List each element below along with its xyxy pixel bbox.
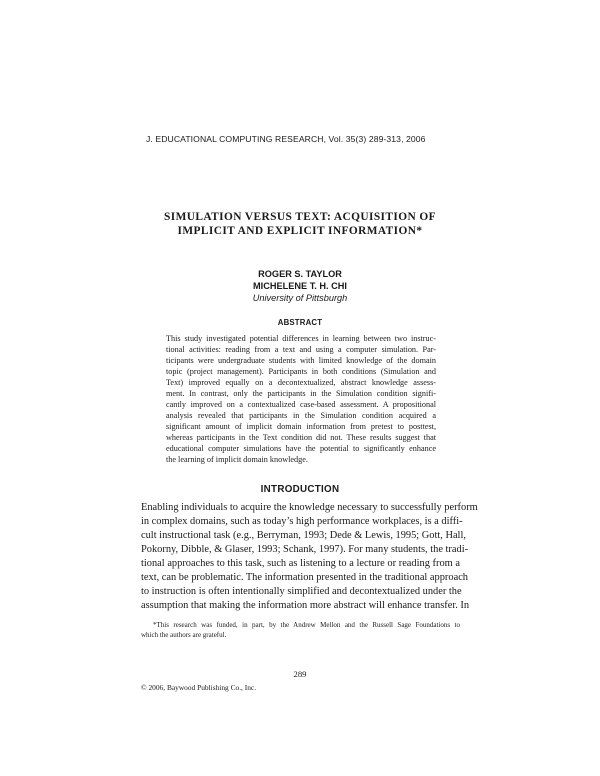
footnote-line: *This research was funded, in part, by the Andrew Mellon and the Russell Sage Foundations to [153, 621, 460, 629]
footnote-line: which the authors are grateful. [141, 631, 227, 639]
body-line: to instruction is often intentionally simplified and decontextualized under the [141, 586, 462, 597]
abstract-line: analysis revealed that participants in the Simulation condition acquired a [166, 411, 436, 420]
body-line: Enabling individuals to acquire the knowledge necessary to successfully perform [141, 502, 478, 513]
page-number: 289 [293, 669, 307, 679]
abstract-line: the learning of implicit domain knowledge. [166, 455, 308, 464]
body-line: in complex domains, such as today’s high performance workplaces, is a diffi- [141, 516, 463, 527]
body-line: tional approaches to this task, such as listening to a lecture or reading from a [141, 558, 460, 569]
abstract-line: tional activities: reading from a text and using a computer simulation. Par- [166, 345, 436, 354]
paper-title-line-1: SIMULATION VERSUS TEXT: ACQUISITION OF [164, 211, 436, 223]
abstract-line: whereas participants in the Text condition did not. These results suggest that [166, 433, 436, 442]
abstract-line: significant amount of implicit domain information from pretest to posttest, [166, 422, 436, 431]
author-name: MICHELENE T. H. CHI [253, 281, 347, 291]
paper-title-line-2: IMPLICIT AND EXPLICIT INFORMATION* [177, 225, 423, 237]
journal-citation: J. EDUCATIONAL COMPUTING RESEARCH, Vol. 35(3) 289-313, 2006 [146, 134, 426, 144]
abstract-heading: ABSTRACT [277, 318, 323, 327]
copyright-notice: © 2006, Baywood Publishing Co., Inc. [141, 683, 257, 692]
abstract-line: Text) improved equally on a decontextualized, abstract knowledge assess- [166, 378, 436, 387]
body-line: cult instructional task (e.g., Berryman, 1993; Dede & Lewis, 1995; Gott, Hall, [141, 530, 466, 541]
abstract-line: topic (project management). Participants in both conditions (Simulation and [166, 367, 436, 376]
body-line: text, can be problematic. The information presented in the traditional approach [141, 572, 468, 583]
abstract-line: ticipants were undergraduate students with limited knowledge of the domain [166, 356, 436, 365]
author-name: ROGER S. TAYLOR [258, 269, 342, 279]
body-line: assumption that making the information more abstract will enhance transfer. In [141, 600, 470, 611]
author-affiliation: University of Pittsburgh [252, 293, 348, 303]
abstract-line: This study investigated potential differences in learning between two instruc- [166, 334, 436, 343]
abstract-line: ment. In contrast, only the participants in the Simulation condition signifi- [166, 389, 436, 398]
section-heading-introduction: INTRODUCTION [260, 484, 340, 495]
abstract-line: cantly improved on a contextualized case-based assessment. A propositional [166, 400, 436, 409]
abstract-line: educational computer simulations have the potential to significantly enhance [166, 444, 436, 453]
body-line: Pokorny, Dibble, & Glaser, 1993; Schank, 1997). For many students, the tradi- [141, 544, 469, 555]
